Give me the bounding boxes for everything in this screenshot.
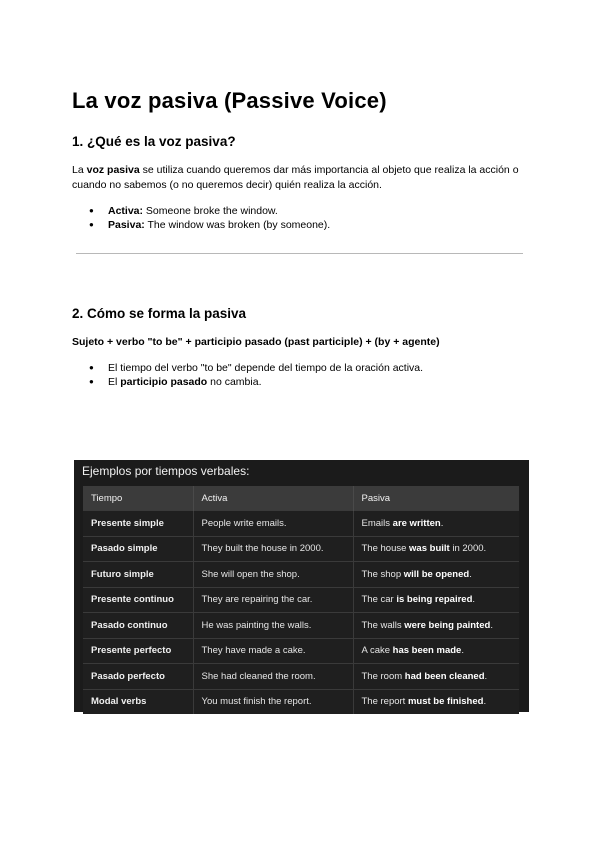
table-header-row (83, 486, 519, 511)
cell-active: She had cleaned the room. (193, 664, 353, 690)
cell-passive: A cake has been made. (353, 638, 519, 664)
intro-text-bold: voz pasiva (86, 164, 140, 176)
cell-tense: Pasado continuo (83, 613, 193, 639)
section-2-heading: 2. Cómo se forma la pasiva (72, 306, 247, 321)
tenses-table-screenshot (74, 460, 529, 712)
list-item (72, 361, 423, 375)
list-item (72, 218, 330, 232)
header-activa: Activa (193, 486, 353, 511)
list-item-text: Someone broke the window. (143, 205, 278, 217)
rules-list (72, 361, 423, 389)
cell-tense: Presente simple (83, 511, 193, 537)
cell-active: They are repairing the car. (193, 587, 353, 613)
header-pasiva: Pasiva (353, 486, 519, 511)
list-item-text: El tiempo del verbo "to be" depende del tiempo de la oración activa. (108, 362, 424, 374)
list-item-text-pre: El (108, 376, 121, 388)
page-title: La voz pasiva (Passive Voice) (72, 88, 387, 113)
table-row (83, 638, 519, 664)
table-row (83, 587, 519, 613)
cell-tense: Pasado simple (83, 536, 193, 562)
table-row (83, 511, 519, 537)
table-title: Ejemplos por tiempos verbales: (82, 464, 250, 478)
cell-active: People write emails. (193, 511, 353, 537)
cell-passive: The house was built in 2000. (353, 536, 519, 562)
intro-paragraph (72, 163, 532, 193)
list-item-text: The window was broken (by someone). (144, 219, 331, 231)
tenses-table (83, 486, 519, 714)
table-row (83, 689, 519, 714)
cell-active: They have made a cake. (193, 638, 353, 664)
cell-tense: Modal verbs (83, 689, 193, 714)
cell-passive: The room had been cleaned. (353, 664, 519, 690)
cell-passive: The car is being repaired. (353, 587, 519, 613)
cell-tense: Presente perfecto (83, 638, 193, 664)
formula-text: Sujeto + verbo "to be" + participio pasado (past participle) + (by + agente) (72, 336, 440, 348)
cell-passive: The shop will be opened. (353, 562, 519, 588)
list-item (72, 375, 423, 389)
section-divider (76, 253, 523, 254)
example-list (72, 204, 330, 232)
list-item-label: Activa: (108, 205, 144, 217)
table-row (83, 613, 519, 639)
cell-active: They built the house in 2000. (193, 536, 353, 562)
cell-tense: Presente continuo (83, 587, 193, 613)
list-item-text-bold: participio pasado (120, 376, 208, 388)
cell-passive: The report must be finished. (353, 689, 519, 714)
header-tiempo: Tiempo (83, 486, 193, 511)
table-row (83, 664, 519, 690)
table-row (83, 562, 519, 588)
cell-tense: Futuro simple (83, 562, 193, 588)
cell-active: She will open the shop. (193, 562, 353, 588)
cell-active: He was painting the walls. (193, 613, 353, 639)
intro-text-post: se utiliza cuando queremos dar más importancia al objeto que realiza la acción o cuando no sabemos (o no queremos decir) quién realiza la acción. (72, 164, 519, 191)
cell-passive: Emails are written. (353, 511, 519, 537)
section-1-heading: 1. ¿Qué es la voz pasiva? (72, 134, 236, 149)
table-row (83, 536, 519, 562)
cell-passive: The walls were being painted. (353, 613, 519, 639)
list-item (72, 204, 330, 218)
cell-active: You must finish the report. (193, 689, 353, 714)
intro-text-pre: La (72, 164, 87, 176)
list-item-label: Pasiva: (108, 219, 145, 231)
list-item-text-post: no cambia. (207, 376, 262, 388)
cell-tense: Pasado perfecto (83, 664, 193, 690)
